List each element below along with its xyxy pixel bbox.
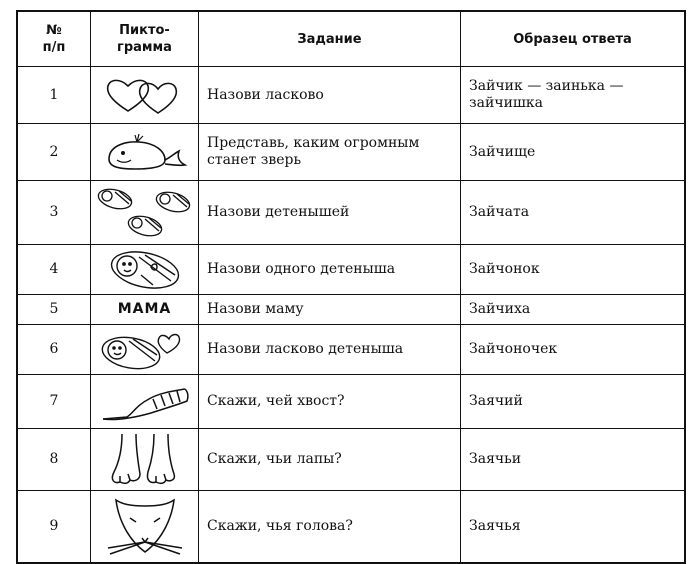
- task-text: Назови одного детеныша: [198, 245, 460, 294]
- task-text: Скажи, чья голова?: [198, 491, 460, 562]
- row-number: 1: [49, 86, 59, 103]
- pictogram-cell: [90, 375, 198, 428]
- header-answer: Образец ответа: [460, 12, 684, 66]
- task-text: Назови ласково: [198, 67, 460, 123]
- table-header-row: [18, 12, 684, 66]
- pictogram-cell: [90, 124, 198, 180]
- row-number: 5: [49, 301, 59, 317]
- table-row: [18, 180, 684, 244]
- table-row: [18, 244, 684, 294]
- row-number: 2: [49, 143, 59, 160]
- answer-text: Зайчоночек: [460, 325, 684, 374]
- baby-with-heart-icon: [97, 327, 193, 373]
- task-text: Назови маму: [198, 295, 460, 324]
- header-number-line2: п/п: [42, 40, 66, 55]
- task-text: Скажи, чей хвост?: [198, 375, 460, 428]
- table-row: [18, 374, 684, 428]
- answer-text: Заячий: [460, 375, 684, 428]
- header-number: [18, 12, 90, 66]
- answer-text: Заячья: [460, 491, 684, 562]
- task-text: [198, 124, 460, 180]
- one-baby-icon: [105, 247, 185, 293]
- answer-text: Зайчонок: [460, 245, 684, 294]
- whale-icon: [99, 129, 191, 175]
- task-text: Назови ласково детеныша: [198, 325, 460, 374]
- task-text: Назови детенышей: [198, 181, 460, 244]
- answer-text: Заячьи: [460, 429, 684, 490]
- pictogram-cell: [90, 295, 198, 324]
- table-row: [18, 428, 684, 490]
- header-task: Задание: [198, 12, 460, 66]
- pictogram-cell: [90, 325, 198, 374]
- mama-word: МАМА: [117, 301, 172, 317]
- animal-head-icon: [100, 494, 190, 560]
- answer-line: зайчишка: [469, 95, 544, 111]
- row-number: 3: [49, 204, 59, 220]
- answer-text: [460, 67, 684, 123]
- two-hearts-icon: [100, 73, 190, 117]
- answer-line: Зайчик — заинька —: [469, 78, 624, 94]
- header-number-line1: №: [46, 23, 62, 38]
- table-row: [18, 294, 684, 324]
- paws-icon: [100, 432, 190, 488]
- task-text: Скажи, чьи лапы?: [198, 429, 460, 490]
- tail-icon: [97, 379, 193, 425]
- row-number: 9: [49, 518, 59, 534]
- header-pictogram-line1: Пикто-: [119, 23, 170, 38]
- answer-text: Зайчище: [460, 124, 684, 180]
- row-number: 7: [49, 393, 59, 409]
- header-pictogram: [90, 12, 198, 66]
- task-line: станет зверь: [207, 152, 302, 168]
- answer-text: Зайчиха: [460, 295, 684, 324]
- pictogram-cell: [90, 429, 198, 490]
- row-number: 6: [49, 341, 59, 357]
- pictogram-cell: [90, 245, 198, 294]
- header-pictogram-line2: грамма: [117, 40, 172, 55]
- row-number: 8: [49, 451, 59, 467]
- task-table: [16, 10, 686, 564]
- table-row: [18, 123, 684, 180]
- three-babies-icon: [95, 184, 195, 242]
- pictogram-cell: [90, 181, 198, 244]
- table-row: [18, 66, 684, 123]
- table-row: [18, 490, 684, 562]
- answer-text: Зайчата: [460, 181, 684, 244]
- pictogram-cell: [90, 491, 198, 562]
- pictogram-cell: [90, 67, 198, 123]
- row-number: 4: [49, 261, 59, 277]
- table-row: [18, 324, 684, 374]
- task-line: Представь, каким огромным: [207, 135, 420, 151]
